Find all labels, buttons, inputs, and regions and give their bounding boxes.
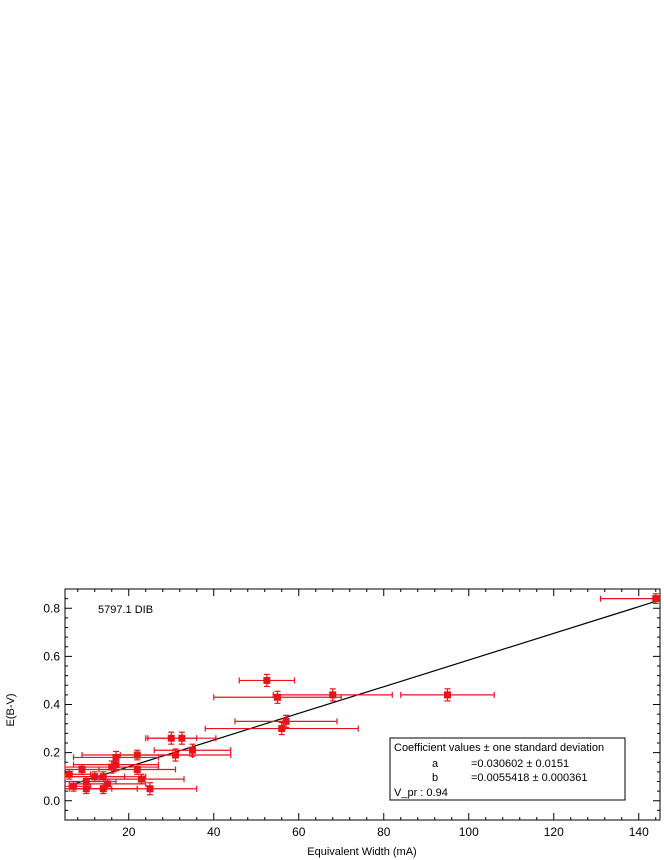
x-tick-label: 120 [543,825,564,839]
y-tick-label: 0.4 [43,697,60,712]
x-tick-label: 60 [292,825,306,839]
data-point [329,691,336,698]
data-point [652,595,659,602]
data-point [178,735,185,742]
y-tick-label: 0.8 [43,601,60,616]
data-point [134,766,141,773]
data-point [278,725,285,732]
dib-annotation: 5797.1 DIB [98,604,154,616]
y-axis-label: E(B-V) [5,693,17,727]
data-point [147,785,154,792]
x-tick-label: 40 [207,825,221,839]
x-tick-label: 80 [377,825,391,839]
plot-area [43,589,660,839]
data-point [444,691,451,698]
fit-legend-footer: V_pr : 0.94 [394,787,448,799]
x-tick-label: 20 [122,825,136,839]
fit-param-b-name: b [432,772,439,784]
data-point [79,766,86,773]
data-point [283,718,290,725]
data-point [263,677,270,684]
y-tick-label: 0.0 [43,793,60,808]
x-tick-label: 100 [458,825,479,839]
fit-legend-header: Coefficient values ± one standard deviation [394,742,605,754]
fit-legend-box [390,738,625,800]
x-tick-label: 140 [628,825,649,839]
y-tick-label: 0.6 [43,649,60,664]
y-tick-label: 0.2 [43,745,60,760]
data-point [138,776,145,783]
fit-param-b-value: =0.0055418 ± 0.000361 [471,772,588,784]
fit-param-a-name: a [432,758,439,770]
x-axis-label: Equivalent Width (mA) [307,846,417,858]
fit-param-a-value: =0.030602 ± 0.0151 [471,758,570,770]
